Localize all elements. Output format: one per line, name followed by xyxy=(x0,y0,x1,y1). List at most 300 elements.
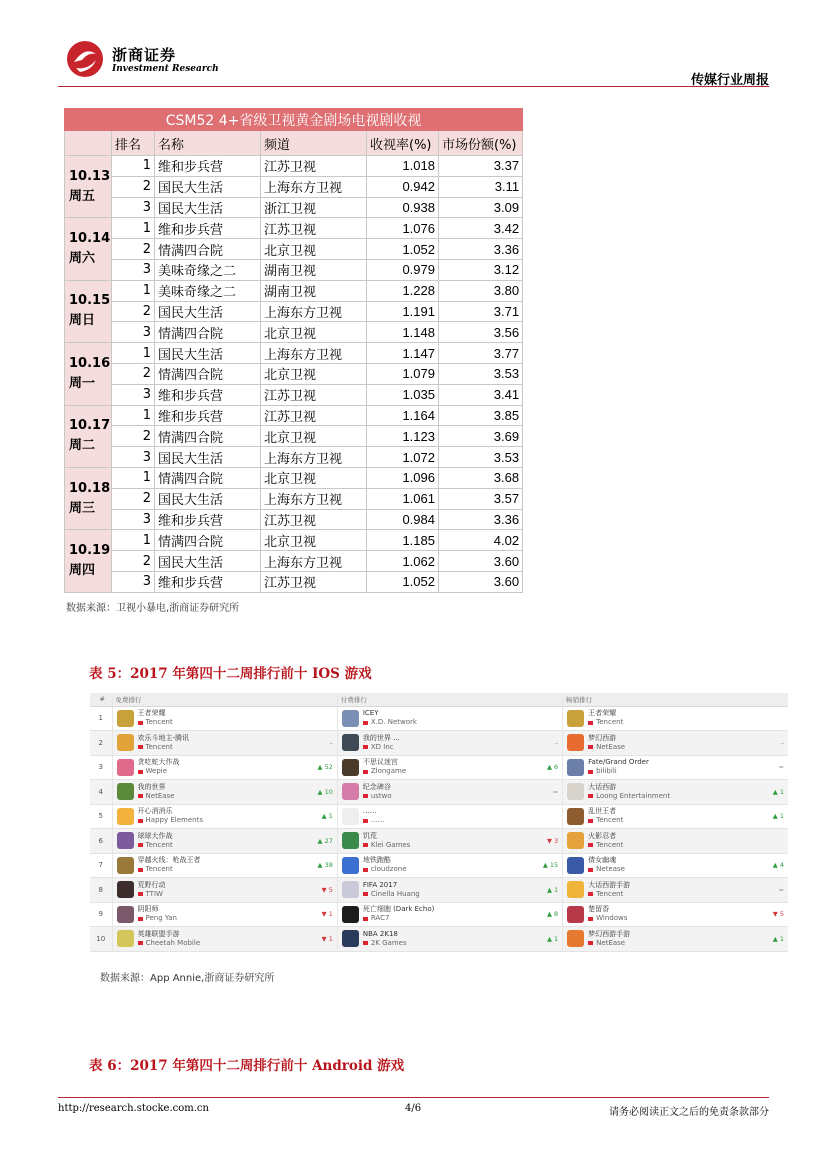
game-cell[interactable] xyxy=(563,755,788,780)
game-entry xyxy=(567,832,784,850)
share-cell: 3.71 xyxy=(439,301,523,322)
share-cell: 3.60 xyxy=(439,551,523,572)
rank-number: 4 xyxy=(90,780,112,805)
table-row xyxy=(65,176,523,197)
table-row xyxy=(90,829,788,854)
channel-cell: 上海东方卫视 xyxy=(261,176,367,197)
game-cell[interactable] xyxy=(563,878,788,903)
game-publisher: Loong Entertainment xyxy=(596,791,671,800)
table-row xyxy=(90,878,788,903)
weekday-label: 周一 xyxy=(69,375,96,391)
date-cell xyxy=(65,467,112,529)
game-cell[interactable] xyxy=(337,780,562,805)
rank-change: ▲ 8 xyxy=(546,910,559,919)
rank-cell: 3 xyxy=(112,322,155,343)
rank-change: ▲ 27 xyxy=(317,836,333,845)
name-cell: 维和步兵营 xyxy=(155,218,261,239)
table-header-row xyxy=(65,131,523,156)
game-app-icon xyxy=(117,710,134,727)
table-row xyxy=(65,405,523,426)
channel-cell: 上海东方卫视 xyxy=(261,488,367,509)
channel-cell: 江苏卫视 xyxy=(261,156,367,177)
table-row xyxy=(65,280,523,301)
game-text xyxy=(588,758,756,776)
game-text xyxy=(588,734,756,752)
game-text xyxy=(138,783,305,801)
game-publisher: TTIW xyxy=(145,889,163,898)
share-cell: 3.42 xyxy=(439,218,523,239)
rating-cell: 1.123 xyxy=(367,426,439,447)
share-cell: 3.53 xyxy=(439,363,523,384)
rank-change: ▲ 38 xyxy=(317,861,333,870)
channel-cell: 江苏卫视 xyxy=(261,509,367,530)
date-cell xyxy=(65,218,112,280)
game-entry xyxy=(117,905,333,923)
header-cell-blank xyxy=(65,131,112,156)
game-cell[interactable] xyxy=(563,853,788,878)
rating-cell: 1.035 xyxy=(367,384,439,405)
game-text xyxy=(138,930,305,948)
game-name: 欢乐斗地主-腾讯 xyxy=(137,733,190,742)
country-flag-icon xyxy=(363,770,368,774)
channel-cell: 上海东方卫视 xyxy=(261,301,367,322)
name-cell: 情满四合院 xyxy=(155,363,261,384)
game-entry xyxy=(567,709,784,727)
game-text xyxy=(138,709,305,727)
game-app-icon xyxy=(342,930,359,947)
share-cell: 4.02 xyxy=(439,530,523,551)
game-publisher-row xyxy=(363,816,530,825)
rank-change: ▲ 1 xyxy=(546,885,559,894)
channel-cell: 上海东方卫视 xyxy=(261,447,367,468)
game-entry xyxy=(117,734,333,752)
game-text xyxy=(363,758,530,776)
rating-cell: 1.061 xyxy=(367,488,439,509)
game-publisher: Tencent xyxy=(596,889,624,898)
game-text xyxy=(363,905,530,923)
table-row xyxy=(65,259,523,280)
weekday-label: 周五 xyxy=(69,188,96,204)
page-number: 4/6 xyxy=(405,1103,422,1114)
rank-cell: 2 xyxy=(112,551,155,572)
game-publisher-row xyxy=(588,865,756,874)
game-text xyxy=(363,709,530,727)
rank-number: 2 xyxy=(90,731,112,756)
game-publisher-row xyxy=(363,841,530,850)
footer-url[interactable]: http://research.stocke.com.cn xyxy=(58,1103,209,1114)
game-name: 不思议迷宫 xyxy=(362,758,398,767)
rating-cell: 1.076 xyxy=(367,218,439,239)
game-cell[interactable] xyxy=(112,731,337,756)
header-cell: 付费排行 xyxy=(337,693,562,706)
game-publisher-row xyxy=(588,939,756,948)
game-app-icon xyxy=(117,881,134,898)
game-app-icon xyxy=(117,857,134,874)
game-app-icon xyxy=(342,734,359,751)
game-name: 我的世界 ... xyxy=(362,733,400,742)
table-row xyxy=(65,530,523,551)
weekday-label: 周六 xyxy=(69,251,96,267)
weekday-label: 周日 xyxy=(69,313,96,329)
rank-number: 6 xyxy=(90,829,112,854)
country-flag-icon xyxy=(363,721,368,725)
table-row xyxy=(65,343,523,364)
game-publisher-row xyxy=(363,792,530,801)
game-cell[interactable] xyxy=(112,706,337,731)
table-row xyxy=(65,488,523,509)
table-row xyxy=(65,384,523,405)
game-entry xyxy=(342,758,558,776)
game-name: 阴阳师 xyxy=(137,905,159,914)
game-app-icon xyxy=(117,906,134,923)
game-cell[interactable] xyxy=(337,829,562,854)
rank-cell: 2 xyxy=(112,239,155,260)
header-cell: 市场份额(%) xyxy=(439,131,523,156)
rank-change: ▲ 10 xyxy=(317,787,333,796)
brand-name-cn: 浙商证券 xyxy=(112,46,177,64)
table-row xyxy=(65,301,523,322)
date-label: 10.14 xyxy=(69,231,111,247)
game-app-icon xyxy=(567,808,584,825)
country-flag-icon xyxy=(138,843,143,847)
table-row xyxy=(90,755,788,780)
date-cell xyxy=(65,280,112,342)
game-name: 穿越火线：枪战王者 xyxy=(137,856,201,865)
game-cell[interactable] xyxy=(112,780,337,805)
game-app-icon xyxy=(342,857,359,874)
game-text xyxy=(138,734,305,752)
rank-cell: 1 xyxy=(112,530,155,551)
rank-change: ▲ 1 xyxy=(321,812,333,821)
rank-cell: 2 xyxy=(112,363,155,384)
rating-cell: 1.018 xyxy=(367,156,439,177)
game-cell[interactable] xyxy=(112,902,337,927)
game-cell[interactable] xyxy=(563,804,788,829)
channel-cell: 浙江卫视 xyxy=(261,197,367,218)
share-cell: 3.57 xyxy=(439,488,523,509)
game-name: FIFA 2017 xyxy=(362,880,398,889)
game-name: 球球大作战 xyxy=(137,831,173,840)
country-flag-icon xyxy=(138,941,143,945)
rank-cell: 3 xyxy=(112,509,155,530)
country-flag-icon xyxy=(138,794,143,798)
rank-cell: 1 xyxy=(112,343,155,364)
country-flag-icon xyxy=(588,770,593,774)
game-name: 楚留香 xyxy=(588,905,610,914)
disclaimer-note: 请务必阅读正文之后的免责条款部分 xyxy=(609,1107,769,1118)
game-publisher-row xyxy=(363,939,530,948)
rating-cell: 1.079 xyxy=(367,363,439,384)
game-cell[interactable] xyxy=(563,927,788,952)
rank-change: = xyxy=(552,787,559,796)
game-publisher: Tencent xyxy=(145,840,173,849)
game-text xyxy=(588,881,756,899)
game-app-icon xyxy=(342,832,359,849)
game-text xyxy=(588,832,756,850)
share-cell: 3.41 xyxy=(439,384,523,405)
share-cell: 3.36 xyxy=(439,239,523,260)
rank-number: 3 xyxy=(90,755,112,780)
game-name: 梦幻西游手游 xyxy=(588,929,631,938)
game-publisher-row xyxy=(138,816,305,825)
footer-divider xyxy=(58,1097,769,1098)
country-flag-icon xyxy=(138,770,143,774)
rating-cell: 1.228 xyxy=(367,280,439,301)
game-app-icon xyxy=(342,808,359,825)
game-name: 大话西游 xyxy=(588,782,617,791)
game-cell[interactable] xyxy=(112,804,337,829)
table-row xyxy=(65,447,523,468)
rating-cell: 1.062 xyxy=(367,551,439,572)
country-flag-icon xyxy=(588,941,593,945)
game-cell[interactable] xyxy=(112,755,337,780)
rating-cell: 1.147 xyxy=(367,343,439,364)
channel-cell: 湖南卫视 xyxy=(261,259,367,280)
name-cell: 维和步兵营 xyxy=(155,571,261,592)
game-publisher-row xyxy=(138,939,305,948)
country-flag-icon xyxy=(588,917,593,921)
rank-change: ▼ 3 xyxy=(546,836,559,845)
name-cell: 国民大生活 xyxy=(155,447,261,468)
rank-cell: 2 xyxy=(112,488,155,509)
weekday-label: 周二 xyxy=(69,438,96,454)
share-cell: 3.53 xyxy=(439,447,523,468)
game-cell[interactable] xyxy=(563,706,788,731)
country-flag-icon xyxy=(363,917,368,921)
report-type: 传媒行业周报 xyxy=(690,73,769,88)
rating-cell: 1.096 xyxy=(367,467,439,488)
rank-cell: 1 xyxy=(112,280,155,301)
game-publisher: ustwo xyxy=(370,791,392,800)
game-publisher: NetEase xyxy=(596,938,626,947)
game-publisher-row xyxy=(138,914,305,923)
game-cell[interactable] xyxy=(337,731,562,756)
rank-cell: 1 xyxy=(112,218,155,239)
rank-change: ▲ 6 xyxy=(546,763,559,772)
share-cell: 3.12 xyxy=(439,259,523,280)
date-label: 10.19 xyxy=(69,543,111,559)
channel-cell: 上海东方卫视 xyxy=(261,551,367,572)
rank-change: ▲ 1 xyxy=(772,812,784,821)
game-entry xyxy=(342,905,558,923)
game-cell[interactable] xyxy=(337,853,562,878)
table-row xyxy=(65,197,523,218)
share-cell: 3.77 xyxy=(439,343,523,364)
header-cell: 名称 xyxy=(155,131,261,156)
game-entry xyxy=(117,881,333,899)
rank-change: ▲ 1 xyxy=(772,787,784,796)
game-entry xyxy=(117,807,333,825)
game-cell[interactable] xyxy=(112,853,337,878)
game-entry xyxy=(117,856,333,874)
name-cell: 国民大生活 xyxy=(155,343,261,364)
game-cell[interactable] xyxy=(112,878,337,903)
game-cell[interactable] xyxy=(337,878,562,903)
game-text xyxy=(363,734,530,752)
header-cell: 频道 xyxy=(261,131,367,156)
rank-cell: 1 xyxy=(112,467,155,488)
rank-number: 1 xyxy=(90,706,112,731)
game-text xyxy=(363,807,530,825)
share-cell: 3.85 xyxy=(439,405,523,426)
name-cell: 情满四合院 xyxy=(155,426,261,447)
game-text xyxy=(363,783,530,801)
game-publisher-row xyxy=(588,792,756,801)
rank-number: 9 xyxy=(90,902,112,927)
game-app-icon xyxy=(342,906,359,923)
game-publisher: Netease xyxy=(596,865,625,874)
game-app-icon xyxy=(567,930,584,947)
channel-cell: 江苏卫视 xyxy=(261,571,367,592)
game-publisher-row xyxy=(588,718,756,727)
rank-cell: 1 xyxy=(112,405,155,426)
rank-cell: 3 xyxy=(112,447,155,468)
country-flag-icon xyxy=(588,745,593,749)
game-entry xyxy=(342,930,558,948)
header-cell: # xyxy=(90,693,112,706)
game-text xyxy=(138,832,305,850)
channel-cell: 北京卫视 xyxy=(261,426,367,447)
rank-number: 10 xyxy=(90,927,112,952)
game-name: 地铁跑酷 xyxy=(362,856,391,865)
channel-cell: 北京卫视 xyxy=(261,467,367,488)
game-entry xyxy=(342,734,558,752)
game-publisher: Cinella Huang xyxy=(370,889,420,898)
game-cell[interactable] xyxy=(337,755,562,780)
game-publisher-row xyxy=(588,890,756,899)
table-row xyxy=(65,509,523,530)
game-app-icon xyxy=(117,759,134,776)
table1-source: 数据来源：卫视小暴电,浙商证券研究所 xyxy=(66,603,240,614)
rank-change: ▲ 15 xyxy=(542,861,559,870)
rank-cell: 2 xyxy=(112,176,155,197)
game-cell[interactable] xyxy=(563,780,788,805)
country-flag-icon xyxy=(138,721,143,725)
name-cell: 维和步兵营 xyxy=(155,156,261,177)
share-cell: 3.09 xyxy=(439,197,523,218)
game-text xyxy=(588,856,756,874)
name-cell: 维和步兵营 xyxy=(155,509,261,530)
date-cell xyxy=(65,405,112,467)
name-cell: 维和步兵营 xyxy=(155,405,261,426)
header-cell: 畅销排行 xyxy=(563,693,788,706)
table-row xyxy=(65,156,523,177)
country-flag-icon xyxy=(588,843,593,847)
game-text xyxy=(588,905,756,923)
share-cell: 3.11 xyxy=(439,176,523,197)
game-publisher: cloudzone xyxy=(370,865,407,874)
game-entry xyxy=(342,881,558,899)
channel-cell: 上海东方卫视 xyxy=(261,343,367,364)
game-text xyxy=(588,783,756,801)
game-publisher: Tencent xyxy=(145,865,173,874)
date-label: 10.13 xyxy=(69,168,111,184)
game-publisher: Tencent xyxy=(596,840,624,849)
game-publisher: Peng Yan xyxy=(145,914,177,923)
table6-caption: 表 6：2017 年第四十二周排行前十 Android 游戏 xyxy=(89,1058,405,1074)
rating-cell: 1.148 xyxy=(367,322,439,343)
game-cell[interactable] xyxy=(337,804,562,829)
table-row xyxy=(90,927,788,952)
rank-number: 8 xyxy=(90,878,112,903)
game-cell[interactable] xyxy=(563,829,788,854)
name-cell: 国民大生活 xyxy=(155,551,261,572)
game-name: ICEY xyxy=(362,709,379,718)
game-publisher: Klei Games xyxy=(370,840,411,849)
game-publisher: Zlongame xyxy=(370,767,407,776)
game-cell[interactable] xyxy=(112,927,337,952)
game-publisher-row xyxy=(363,890,530,899)
game-name: 纪念碑谷 xyxy=(362,782,391,791)
game-name: 火影忍者 xyxy=(588,831,617,840)
game-name: 王者荣耀 xyxy=(588,709,617,718)
game-publisher: NetEase xyxy=(145,791,175,800)
game-name: …… xyxy=(362,807,377,816)
channel-cell: 江苏卫视 xyxy=(261,218,367,239)
channel-cell: 湖南卫视 xyxy=(261,280,367,301)
game-publisher: bilibili xyxy=(596,767,617,776)
country-flag-icon xyxy=(363,941,368,945)
date-label: 10.18 xyxy=(69,480,111,496)
game-cell[interactable] xyxy=(112,829,337,854)
game-app-icon xyxy=(117,808,134,825)
share-cell: 3.36 xyxy=(439,509,523,530)
game-publisher: 2K Games xyxy=(370,938,407,947)
table-row xyxy=(65,426,523,447)
table-row xyxy=(90,853,788,878)
country-flag-icon xyxy=(588,868,593,872)
game-publisher-row xyxy=(138,865,305,874)
tv-ratings-table xyxy=(64,108,523,593)
game-cell[interactable] xyxy=(337,706,562,731)
game-publisher-row xyxy=(363,865,530,874)
country-flag-icon xyxy=(588,794,593,798)
game-app-icon xyxy=(567,906,584,923)
game-publisher: Happy Elements xyxy=(145,816,203,825)
game-name: 倩女幽魂 xyxy=(588,856,617,865)
game-name: NBA 2K18 xyxy=(362,929,398,938)
game-name: 开心消消乐 xyxy=(137,807,173,816)
game-publisher-row xyxy=(138,718,305,727)
game-text xyxy=(138,807,305,825)
game-name: Fate/Grand Order xyxy=(588,758,649,767)
game-publisher: Tencent xyxy=(596,816,624,825)
game-publisher: Tencent xyxy=(145,742,173,751)
game-app-icon xyxy=(567,857,584,874)
country-flag-icon xyxy=(363,868,368,872)
game-name: 荒野行动 xyxy=(137,880,166,889)
name-cell: 美味奇缘之二 xyxy=(155,280,261,301)
game-publisher-row xyxy=(588,743,756,752)
header-cell: 排名 xyxy=(112,131,155,156)
table-title-row xyxy=(65,109,523,131)
game-cell[interactable] xyxy=(563,731,788,756)
game-entry xyxy=(567,734,784,752)
game-publisher-row xyxy=(138,767,305,776)
rating-cell: 0.979 xyxy=(367,259,439,280)
game-cell[interactable] xyxy=(337,902,562,927)
game-publisher: NetEase xyxy=(596,742,626,751)
game-entry xyxy=(342,783,558,801)
game-cell[interactable] xyxy=(563,902,788,927)
name-cell: 国民大生活 xyxy=(155,197,261,218)
rank-change: – xyxy=(329,738,333,747)
game-cell[interactable] xyxy=(337,927,562,952)
name-cell: 国民大生活 xyxy=(155,488,261,509)
header-divider xyxy=(58,86,769,87)
country-flag-icon xyxy=(138,819,143,823)
rank-change: = xyxy=(778,885,784,894)
